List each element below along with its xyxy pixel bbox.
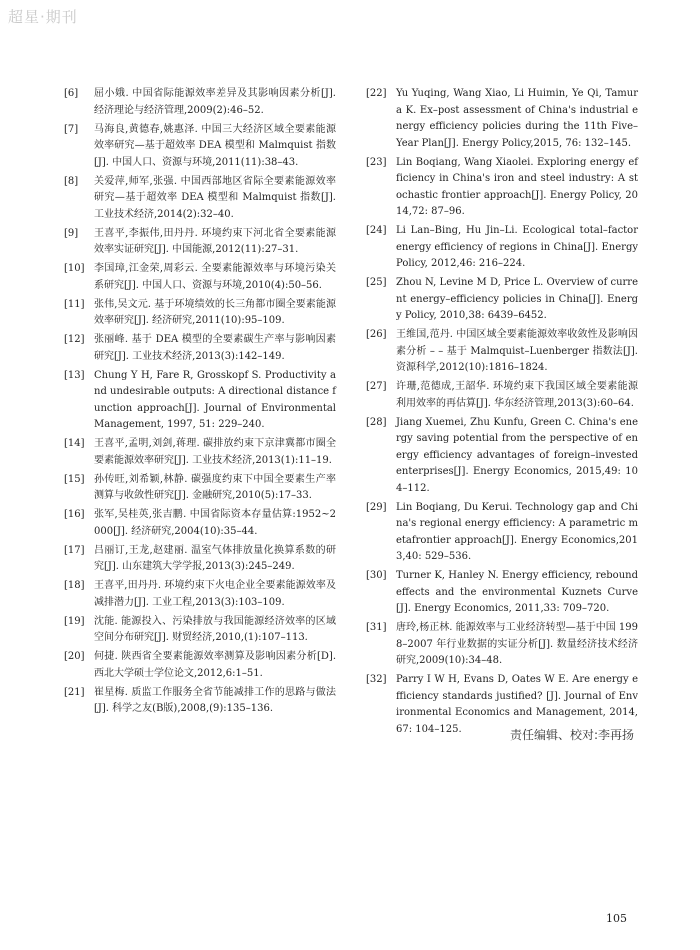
reference-number: [25] [366, 277, 387, 288]
reference-text: Turner K, Hanley N. Energy efficiency, rebound effects and the environmental Kuznets Curve[J]. Energy Economics, 2011,33: 709–720. [396, 570, 638, 614]
reference-text: 王喜平,田丹丹. 环境约束下火电企业全要素能源效率及减排潜力[J]. 工业工程,2013(3):103–109. [94, 580, 336, 608]
reference-number: [6] [64, 88, 79, 99]
reference-entry [366, 620, 638, 670]
reference-text: 唐玲,杨正林. 能源效率与工业经济转型—基于中国 1998–2007 年行业数据的实证分析[J]. 数量经济技术经济研究,2009(10):34–48. [396, 622, 638, 666]
reference-number: [9] [64, 227, 79, 239]
reference-number: [26] [366, 329, 387, 340]
reference-entry [64, 614, 336, 647]
reference-text: 张军,吴桂英,张吉鹏. 中国省际资本存量估算:1952~2000[J]. 经济研究,2004(10):35–44. [94, 509, 336, 537]
reference-number: [14] [64, 438, 85, 449]
reference-text: 张丽峰. 基于 DEA 模型的全要素碳生产率与影响因素研究[J]. 工业技术经济,2013(3):142–149. [94, 334, 336, 362]
reference-entry [64, 507, 336, 540]
reference-text: Chung Y H, Fare R, Grosskopf S. Productivity and undesirable outputs: A directional distance function approach[J]. Journal of Environmental Management, 1997, 51: 229–240. [94, 369, 336, 430]
reference-entry [64, 472, 336, 505]
reference-entry [64, 86, 336, 119]
reference-number: [8] [64, 175, 79, 187]
reference-number: [28] [366, 416, 387, 428]
reference-entry [366, 275, 638, 325]
reference-number: [7] [64, 123, 79, 135]
reference-entry [64, 332, 336, 365]
reference-number: [12] [64, 334, 85, 345]
reference-entry [366, 86, 638, 152]
reference-number: [11] [64, 298, 85, 310]
reference-text: Parry I W H, Evans D, Oates W E. Are energy efficiency standards justified? [J]. Journal of Environmental Economics and Management, 2014, 67: 104–125. [396, 674, 638, 735]
reference-number: [23] [366, 156, 387, 168]
reference-text: 崔星梅. 质监工作服务全省节能减排工作的思路与做法[J]. 科学之友(B版),2008,(9):135–136. [94, 686, 336, 714]
reference-text: 屈小娥. 中国省际能源效率差异及其影响因素分析[J]. 经济理论与经济管理,2009(2):46–52. [94, 88, 336, 116]
reference-entry [64, 122, 336, 172]
reference-text: 何捷. 陕西省全要素能源效率测算及影响因素分析[D]. 西北大学硕士学位论文,2012,6:1–51. [94, 651, 336, 679]
reference-text: 孙传旺,刘希颖,林静. 碳强度约束下中国全要素生产率测算与收敛性研究[J]. 金融研究,2010(5):17–33. [94, 473, 336, 501]
reference-number: [32] [366, 674, 387, 685]
reference-entry [64, 297, 336, 330]
references-right-column [366, 86, 638, 741]
reference-number: [29] [366, 501, 387, 513]
reference-text: Jiang Xuemei, Zhu Kunfu, Green C. China's energy saving potential from the perspective of energy efficiency advantages of foreign–invested enterprises[J]. Energy Economics, 2015,49: 104–112. [396, 416, 638, 494]
reference-number: [24] [366, 225, 387, 236]
reference-number: [30] [366, 570, 387, 581]
reference-number: [27] [366, 381, 387, 392]
reference-text: Lin Boqiang, Du Kerui. Technology gap and China's regional energy efficiency: A parametric metafrontier approach[J]. Energy Economics,2013,40: 529–536. [396, 501, 638, 562]
reference-text: 王喜平,李振伟,田丹丹. 环境约束下河北省全要素能源效率实证研究[J]. 中国能源,2012(11):27–31. [94, 227, 336, 255]
reference-number: [17] [64, 544, 85, 556]
reference-entry [64, 578, 336, 611]
reference-text: 吕丽订,王龙,赵建丽. 温室气体排放量化换算系数的研究[J]. 山东建筑大学学报,2013(3):245–249. [94, 544, 336, 572]
watermark-logo: 超星·期刊 [8, 8, 78, 26]
reference-text: 许珊,范德成,王韶华. 环境约束下我国区域全要素能源利用效率的再估算[J]. 华东经济管理,2013(3):60–64. [396, 381, 638, 409]
reference-number: [10] [64, 263, 85, 274]
reference-text: 王维国,范丹. 中国区域全要素能源效率收敛性及影响因素分析 – – 基于 Malmquist–Luenberger 指数法[J]. 资源科学,2012(10):1816–1824. [396, 329, 638, 373]
reference-entry [64, 174, 336, 224]
reference-number: [15] [64, 473, 85, 485]
reference-number: [19] [64, 615, 85, 627]
reference-number: [16] [64, 509, 85, 520]
reference-entry [64, 649, 336, 682]
reference-text: 王喜平,孟明,刘剑,蒋理. 碳排放约束下京津冀都市圈全要素能源效率研究[J]. 工业技术经济,2013(1):11–19. [94, 438, 336, 466]
reference-text: Zhou N, Levine M D, Price L. Overview of current energy–efficiency policies in China[J]. Energy Policy, 2010,38: 6439–6452. [396, 277, 638, 321]
reference-entry [64, 436, 336, 469]
reference-entry [366, 500, 638, 566]
reference-number: [13] [64, 369, 85, 381]
reference-entry [366, 155, 638, 221]
reference-entry [366, 379, 638, 412]
reference-number: [20] [64, 651, 85, 662]
reference-text: Yu Yuqing, Wang Xiao, Li Huimin, Ye Qi, Tamura K. Ex–post assessment of China's industrial energy efficiency policies during the 11th Five–Year Plan[J]. Energy Policy,2015, 76: 132–145. [396, 88, 638, 149]
reference-text: 马海良,黄德春,姚惠泽. 中国三大经济区域全要素能源效率研究—基于超效率 DEA 模型和 Malmquist 指数[J]. 中国人口、资源与环境,2011(11):38–43. [94, 123, 336, 168]
references-left-column [64, 86, 336, 720]
reference-text: 张伟,吴文元. 基于环境绩效的长三角都市圈全要素能源效率研究[J]. 经济研究,2011(10):95–109. [94, 298, 336, 326]
reference-number: [21] [64, 686, 85, 698]
reference-entry [366, 327, 638, 377]
reference-text: 李国璋,江金荣,周彩云. 全要素能源效率与环境污染关系研究[J]. 中国人口、资源与环境,2010(4):50–56. [94, 263, 336, 291]
reference-text: 沈能. 能源投入、污染排放与我国能源经济效率的区域空间分布研究[J]. 财贸经济,2010,(1):107–113. [94, 615, 336, 643]
reference-entry [64, 226, 336, 259]
page-number: 105 [606, 912, 627, 925]
reference-entry [64, 543, 336, 576]
reference-number: [31] [366, 622, 387, 633]
reference-number: [22] [366, 88, 387, 99]
reference-number: [18] [64, 580, 85, 591]
reference-entry [366, 415, 638, 498]
reference-entry [64, 261, 336, 294]
reference-text: 关爱萍,师军,张强. 中国西部地区省际全要素能源效率研究—基于超效率 DEA 模型和 Malmquist 指数[J]. 工业技术经济,2014(2):32–40. [94, 175, 336, 220]
reference-entry [64, 368, 336, 434]
editor-credit: 责任编辑、校对:李再扬 [510, 728, 635, 742]
reference-entry [64, 685, 336, 718]
reference-text: Li Lan–Bing, Hu Jin–Li. Ecological total–factor energy efficiency of regions in China[J]. Energy Policy, 2012,46: 216–224. [396, 225, 638, 269]
reference-entry [366, 568, 638, 618]
reference-entry [366, 223, 638, 273]
reference-text: Lin Boqiang, Wang Xiaolei. Exploring energy efficiency in China's iron and steel industry: A stochastic frontier approach[J]. Energy Policy, 2014,72: 87–96. [396, 156, 638, 217]
